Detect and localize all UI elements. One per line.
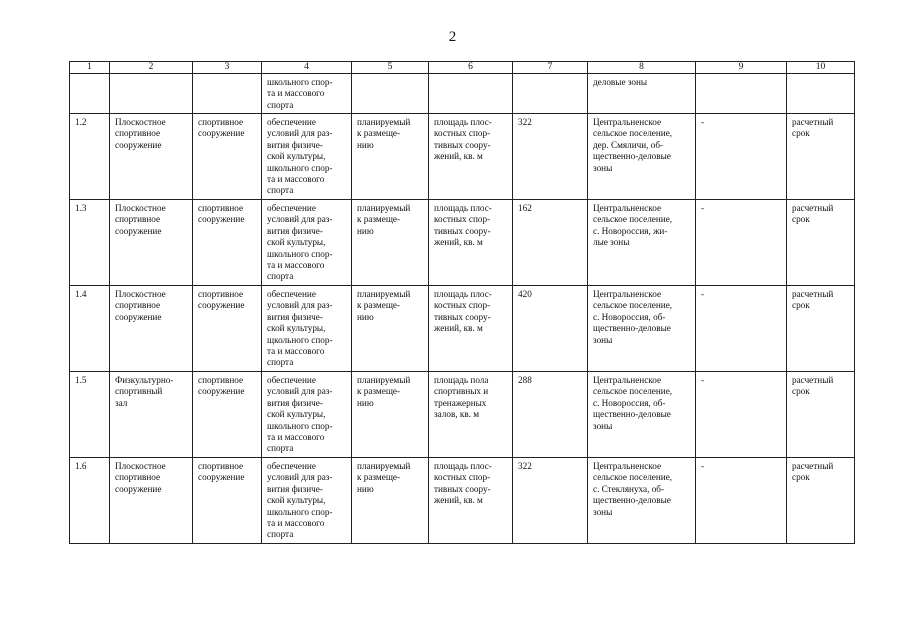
cell-purpose [262, 114, 352, 200]
cell-purpose [262, 286, 352, 372]
cell-line: Центральненское [593, 461, 662, 471]
cell-line: сооружение [115, 225, 162, 236]
cell-line: спортивное [115, 214, 161, 225]
cell-line: спортивное [115, 128, 161, 139]
cell-name [110, 372, 193, 458]
cell-line: планируемый [357, 289, 411, 299]
cell-line: щественно-деловые [593, 409, 671, 420]
cell-term [787, 200, 855, 286]
cell-line: щкольного спор- [267, 334, 333, 345]
cell-line: вития физиче- [267, 139, 323, 150]
cell-line: тренажерных [434, 397, 487, 408]
cell-line: сооружение [198, 472, 245, 483]
cell-purpose [262, 74, 352, 114]
cell-type [193, 372, 262, 458]
cell-location [588, 74, 696, 114]
cell-line: Центральненское [593, 117, 662, 127]
cell-line: условий для раз- [267, 472, 333, 483]
cell-empty [193, 74, 262, 114]
column-number: 5 [352, 62, 429, 74]
cell-line: обеспечение [267, 375, 316, 385]
cell-line: спорта [267, 529, 294, 540]
cell-line: планируемый [357, 461, 411, 471]
cell-line: расчетный [792, 375, 834, 385]
cell-term [787, 286, 855, 372]
cell-line: зоны [593, 420, 613, 431]
cell-line: нию [357, 225, 374, 236]
cell-line: условий для раз- [267, 128, 333, 139]
cell-line: расчетный [792, 203, 834, 213]
cell-line: лые зоны [593, 237, 630, 248]
cell-empty [696, 74, 787, 114]
cell-type [193, 286, 262, 372]
cell-location [588, 114, 696, 200]
cell-line: та и массового [267, 346, 325, 357]
cell-line: планируемый [357, 203, 411, 213]
cell-line: тивных соору- [434, 483, 491, 494]
table-row [70, 286, 855, 372]
column-number: 9 [696, 62, 787, 74]
cell-location [588, 286, 696, 372]
cell-line: спортивное [198, 117, 244, 127]
cell-line: ской культуры, [267, 151, 326, 162]
cell-status [352, 372, 429, 458]
cell-value: 288 [513, 372, 588, 458]
cell-empty [429, 74, 513, 114]
cell-line: нию [357, 397, 374, 408]
cell-line: срок [792, 472, 810, 483]
cell-line: щественно-деловые [593, 323, 671, 334]
cell-name [110, 200, 193, 286]
cell-line: та и массового [267, 88, 325, 99]
cell-purpose [262, 458, 352, 544]
cell-line: спорта [267, 443, 294, 454]
cell-line: жений, кв. м [434, 323, 483, 334]
cell-line: условий для раз- [267, 386, 333, 397]
cell-line: сельское поселение, [593, 128, 673, 139]
cell-line: спортивных и [434, 386, 489, 397]
page-number: 2 [448, 29, 457, 45]
cell-line: сооружение [115, 483, 162, 494]
cell-line: спортивный [115, 386, 163, 397]
cell-zone: - [696, 286, 787, 372]
cell-line: тивных соору- [434, 311, 491, 322]
cell-line: спортивное [198, 289, 244, 299]
cell-line: вития физиче- [267, 483, 323, 494]
cell-line: спортивное [115, 300, 161, 311]
cell-line: спорта [267, 185, 294, 196]
cell-purpose [262, 200, 352, 286]
cell-value: 322 [513, 458, 588, 544]
cell-line: школьного спор- [267, 420, 333, 431]
cell-line: нию [357, 311, 374, 322]
table-row [70, 372, 855, 458]
cell-line: школьного спор- [267, 162, 333, 173]
cell-line: жений, кв. м [434, 495, 483, 506]
cell-location [588, 458, 696, 544]
cell-line: школьного спор- [267, 248, 333, 259]
cell-line: планируемый [357, 375, 411, 385]
cell-line: спортивное [198, 375, 244, 385]
cell-line: нию [357, 139, 374, 150]
cell-line: костных спор- [434, 300, 491, 311]
cell-line: та и массового [267, 260, 325, 271]
cell-zone: - [696, 458, 787, 544]
cell-line: к размеще- [357, 128, 401, 139]
cell-line: обеспечение [267, 117, 316, 127]
cell-line: та и массового [267, 518, 325, 529]
cell-line: условий для раз- [267, 214, 333, 225]
cell-line: обеспечение [267, 461, 316, 471]
cell-line: к размеще- [357, 472, 401, 483]
cell-line: расчетный [792, 461, 834, 471]
cell-line: деловые зоны [593, 77, 648, 87]
cell-line: спорта [267, 357, 294, 368]
cell-line: залов, кв. м [434, 409, 480, 420]
cell-line: зал [115, 397, 128, 408]
column-number: 10 [787, 62, 855, 74]
cell-line: спорта [267, 271, 294, 282]
cell-zone: - [696, 372, 787, 458]
column-number: 8 [588, 62, 696, 74]
cell-line: сооружение [115, 139, 162, 150]
cell-value: 420 [513, 286, 588, 372]
cell-empty [70, 74, 110, 114]
cell-status [352, 114, 429, 200]
cell-line: тивных соору- [434, 139, 491, 150]
cell-line: сельское поселение, [593, 300, 673, 311]
cell-line: к размеще- [357, 214, 401, 225]
cell-number: 1.5 [70, 372, 110, 458]
cell-location [588, 372, 696, 458]
cell-line: Центральненское [593, 289, 662, 299]
cell-indicator [429, 458, 513, 544]
cell-line: жений, кв. м [434, 237, 483, 248]
cell-line: та и массового [267, 432, 325, 443]
cell-location [588, 200, 696, 286]
cell-number: 1.4 [70, 286, 110, 372]
cell-line: спорта [267, 99, 294, 110]
cell-line: спортивное [115, 472, 161, 483]
cell-line: спортивное [198, 461, 244, 471]
cell-zone: - [696, 114, 787, 200]
cell-line: сельское поселение, [593, 472, 673, 483]
cell-term [787, 458, 855, 544]
cell-line: площадь плос- [434, 461, 492, 471]
cell-line: Плоскостное [115, 203, 166, 213]
table-row [70, 458, 855, 544]
cell-type [193, 458, 262, 544]
cell-line: Плоскостное [115, 461, 166, 471]
cell-line: школьного спор- [267, 77, 333, 87]
cell-line: вития физиче- [267, 225, 323, 236]
cell-indicator [429, 286, 513, 372]
cell-indicator [429, 372, 513, 458]
cell-line: сооружение [198, 300, 245, 311]
cell-line: ской культуры, [267, 409, 326, 420]
cell-line: сооружение [198, 128, 245, 139]
facilities-table [69, 61, 855, 544]
cell-line: Физкультурно- [115, 375, 174, 385]
column-number: 1 [70, 62, 110, 74]
cell-line: сельское поселение, [593, 386, 673, 397]
column-number-row [70, 62, 855, 74]
cell-name [110, 458, 193, 544]
cell-zone: - [696, 200, 787, 286]
cell-line: тивных соору- [434, 225, 491, 236]
cell-line: расчетный [792, 117, 834, 127]
cell-empty [513, 74, 588, 114]
cell-status [352, 286, 429, 372]
cell-name [110, 114, 193, 200]
column-number: 7 [513, 62, 588, 74]
cell-line: школьного спор- [267, 506, 333, 517]
cell-purpose [262, 372, 352, 458]
cell-line: сооружение [198, 386, 245, 397]
cell-name [110, 286, 193, 372]
column-number: 6 [429, 62, 513, 74]
table-row [70, 200, 855, 286]
cell-line: зоны [593, 506, 613, 517]
cell-empty [787, 74, 855, 114]
cell-value: 162 [513, 200, 588, 286]
cell-line: нию [357, 483, 374, 494]
cell-line: щественно-деловые [593, 495, 671, 506]
cell-line: ской культуры, [267, 495, 326, 506]
cell-line: Центральненское [593, 203, 662, 213]
cell-line: обеспечение [267, 289, 316, 299]
cell-number: 1.3 [70, 200, 110, 286]
cell-line: с. Новороссия, об- [593, 311, 666, 322]
cell-empty [110, 74, 193, 114]
cell-line: вития физиче- [267, 311, 323, 322]
table-row [70, 114, 855, 200]
cell-line: срок [792, 300, 810, 311]
cell-line: площадь плос- [434, 289, 492, 299]
cell-line: срок [792, 128, 810, 139]
cell-indicator [429, 200, 513, 286]
cell-line: ской культуры, [267, 237, 326, 248]
cell-line: с. Новороссия, об- [593, 397, 666, 408]
cell-line: к размеще- [357, 386, 401, 397]
cell-line: сооружение [198, 214, 245, 225]
cell-line: та и массового [267, 174, 325, 185]
cell-line: жений, кв. м [434, 151, 483, 162]
cell-line: щественно-деловые [593, 151, 671, 162]
cell-line: костных спор- [434, 214, 491, 225]
cell-line: костных спор- [434, 472, 491, 483]
cell-indicator [429, 114, 513, 200]
cell-line: зоны [593, 334, 613, 345]
cell-line: спортивное [198, 203, 244, 213]
cell-line: сельское поселение, [593, 214, 673, 225]
cell-number: 1.2 [70, 114, 110, 200]
cell-line: обеспечение [267, 203, 316, 213]
cell-line: Плоскостное [115, 289, 166, 299]
cell-line: площадь пола [434, 375, 489, 385]
cell-line: с. Новороссия, жи- [593, 225, 668, 236]
cell-empty [352, 74, 429, 114]
cell-line: Плоскостное [115, 117, 166, 127]
cell-line: срок [792, 386, 810, 397]
cell-status [352, 200, 429, 286]
cell-term [787, 372, 855, 458]
cell-line: зоны [593, 162, 613, 173]
continuation-row [70, 74, 855, 114]
cell-line: с. Стеклянуха, об- [593, 483, 665, 494]
cell-line: условий для раз- [267, 300, 333, 311]
cell-line: площадь плос- [434, 117, 492, 127]
cell-line: ской культуры, [267, 323, 326, 334]
cell-term [787, 114, 855, 200]
column-number: 3 [193, 62, 262, 74]
column-number: 4 [262, 62, 352, 74]
cell-line: планируемый [357, 117, 411, 127]
cell-value: 322 [513, 114, 588, 200]
cell-type [193, 200, 262, 286]
cell-type [193, 114, 262, 200]
cell-line: срок [792, 214, 810, 225]
cell-line: вития физиче- [267, 397, 323, 408]
cell-line: костных спор- [434, 128, 491, 139]
cell-line: дер. Смяличи, об- [593, 139, 664, 150]
column-number: 2 [110, 62, 193, 74]
cell-line: к размеще- [357, 300, 401, 311]
cell-line: Центральненское [593, 375, 662, 385]
cell-status [352, 458, 429, 544]
cell-number: 1.6 [70, 458, 110, 544]
cell-line: расчетный [792, 289, 834, 299]
cell-line: площадь плос- [434, 203, 492, 213]
cell-line: сооружение [115, 311, 162, 322]
